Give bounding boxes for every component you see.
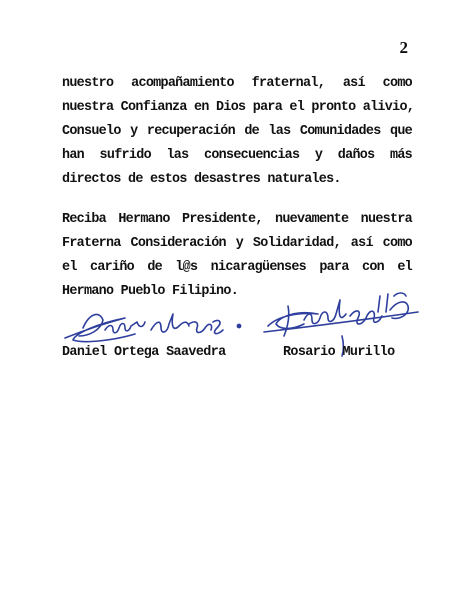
paragraph-line: Fraterna Consideración y Solidaridad, así como [62,236,412,251]
paragraph-line: el cariño de l@s nicaragüenses para con el [62,260,412,275]
paragraph-1 [62,72,415,192]
page-number: 2 [399,38,408,57]
paragraph-line: Consuelo y recuperación de las Comunidades que [62,124,412,139]
paragraph-line: nuestra Confianza en Dios para el pronto alivio, [62,100,415,115]
signature-daniel-ortega [55,300,255,350]
paragraph-line: nuestro acompañamiento fraternal, así como [62,76,412,91]
paragraph-line: Reciba Hermano Presidente, nuevamente nuestra [62,212,412,227]
signatory-name-daniel-ortega: Daniel Ortega Saavedra [62,345,226,360]
signatory-name-rosario-murillo: Rosario Murillo [283,345,395,360]
paragraph-line: han sufrido las consecuencias y daños más [62,148,412,163]
paragraph-line: Hermano Pueblo Filipino. [62,284,239,299]
paragraph-line: directos de estos desastres naturales. [62,172,341,187]
